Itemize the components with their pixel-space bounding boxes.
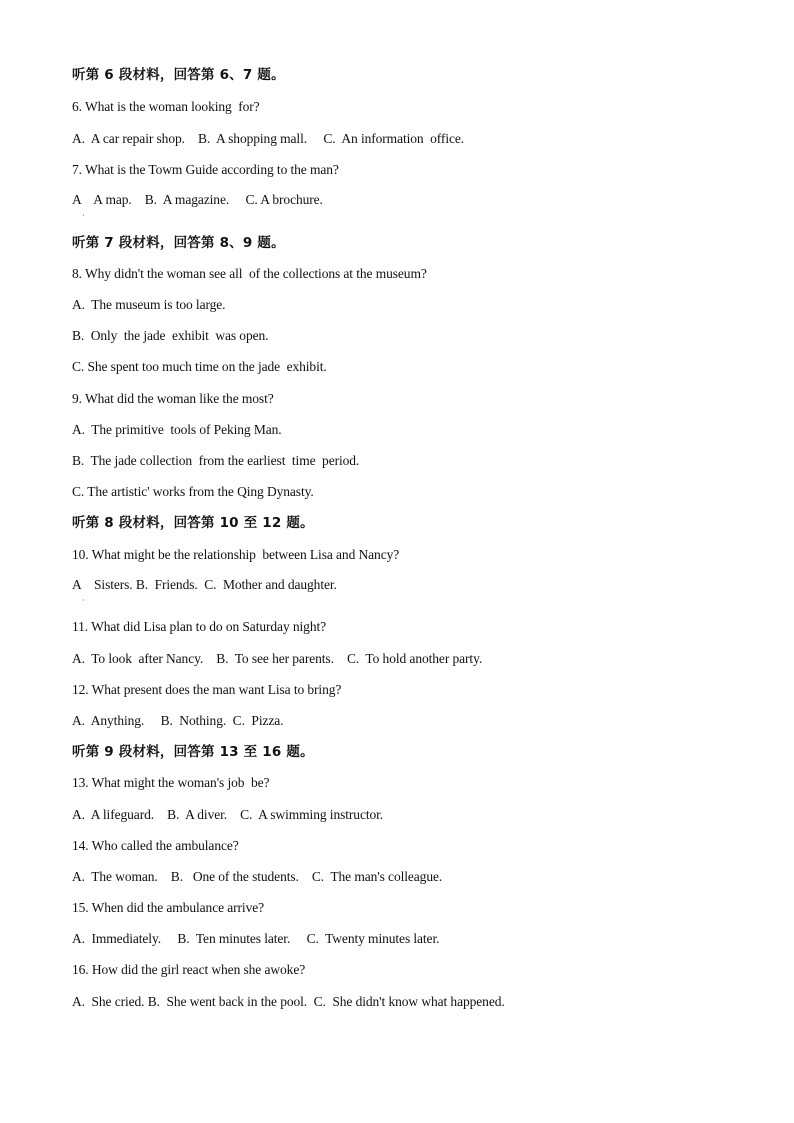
question-14: 14. Who called the ambulance? — [72, 838, 239, 853]
question-12: 12. What present does the man want Lisa to bring? — [72, 682, 342, 697]
section-heading-7: 听第 7 段材料，回答第 8、9 题。 — [72, 235, 285, 251]
option-9b: B. The jade collection from the earliest time period. — [72, 453, 360, 468]
options-14: A. The woman. B. One of the students. C. The man's colleague. — [72, 869, 443, 884]
question-6: 6. What is the woman looking for? — [72, 99, 260, 114]
options-13: A. A lifeguard. B. A diver. C. A swimming instructor. — [72, 807, 384, 822]
question-7: 7. What is the Towm Guide according to the man? — [72, 162, 339, 177]
options-7: A A map. B. A magazine. C. A brochure. — [72, 192, 323, 207]
question-11: 11. What did Lisa plan to do on Saturday night? — [72, 619, 327, 634]
option-9a: A. The primitive tools of Peking Man. — [72, 422, 282, 437]
options-11: A. To look after Nancy. B. To see her parents. C. To hold another party. — [72, 651, 483, 666]
option-8a: A. The museum is too large. — [72, 297, 226, 312]
options-6: A. A car repair shop. B. A shopping mall. C. An information office. — [72, 131, 465, 146]
section-heading-8: 听第 8 段材料，回答第 10 至 12 题。 — [72, 515, 314, 531]
stray-mark: · — [82, 596, 85, 605]
question-10: 10. What might be the relationship between Lisa and Nancy? — [72, 547, 400, 562]
question-16: 16. How did the girl react when she awoke? — [72, 962, 306, 977]
question-8: 8. Why didn't the woman see all of the collections at the museum? — [72, 266, 427, 281]
section-heading-9: 听第 9 段材料，回答第 13 至 16 题。 — [72, 744, 314, 760]
question-15: 15. When did the ambulance arrive? — [72, 900, 265, 915]
options-16: A. She cried. B. She went back in the pool. C. She didn't know what happened. — [72, 994, 505, 1009]
option-8c: C. She spent too much time on the jade exhibit. — [72, 359, 327, 374]
question-9: 9. What did the woman like the most? — [72, 391, 274, 406]
stray-mark: · — [82, 211, 85, 220]
option-9c: C. The artistic' works from the Qing Dynasty. — [72, 484, 314, 499]
options-10: A Sisters. B. Friends. C. Mother and daughter. — [72, 577, 337, 592]
options-15: A. Immediately. B. Ten minutes later. C. Twenty minutes later. — [72, 931, 440, 946]
options-12: A. Anything. B. Nothing. C. Pizza. — [72, 713, 284, 728]
section-heading-6: 听第 6 段材料，回答第 6、7 题。 — [72, 67, 285, 83]
option-8b: B. Only the jade exhibit was open. — [72, 328, 269, 343]
question-13: 13. What might the woman's job be? — [72, 775, 270, 790]
